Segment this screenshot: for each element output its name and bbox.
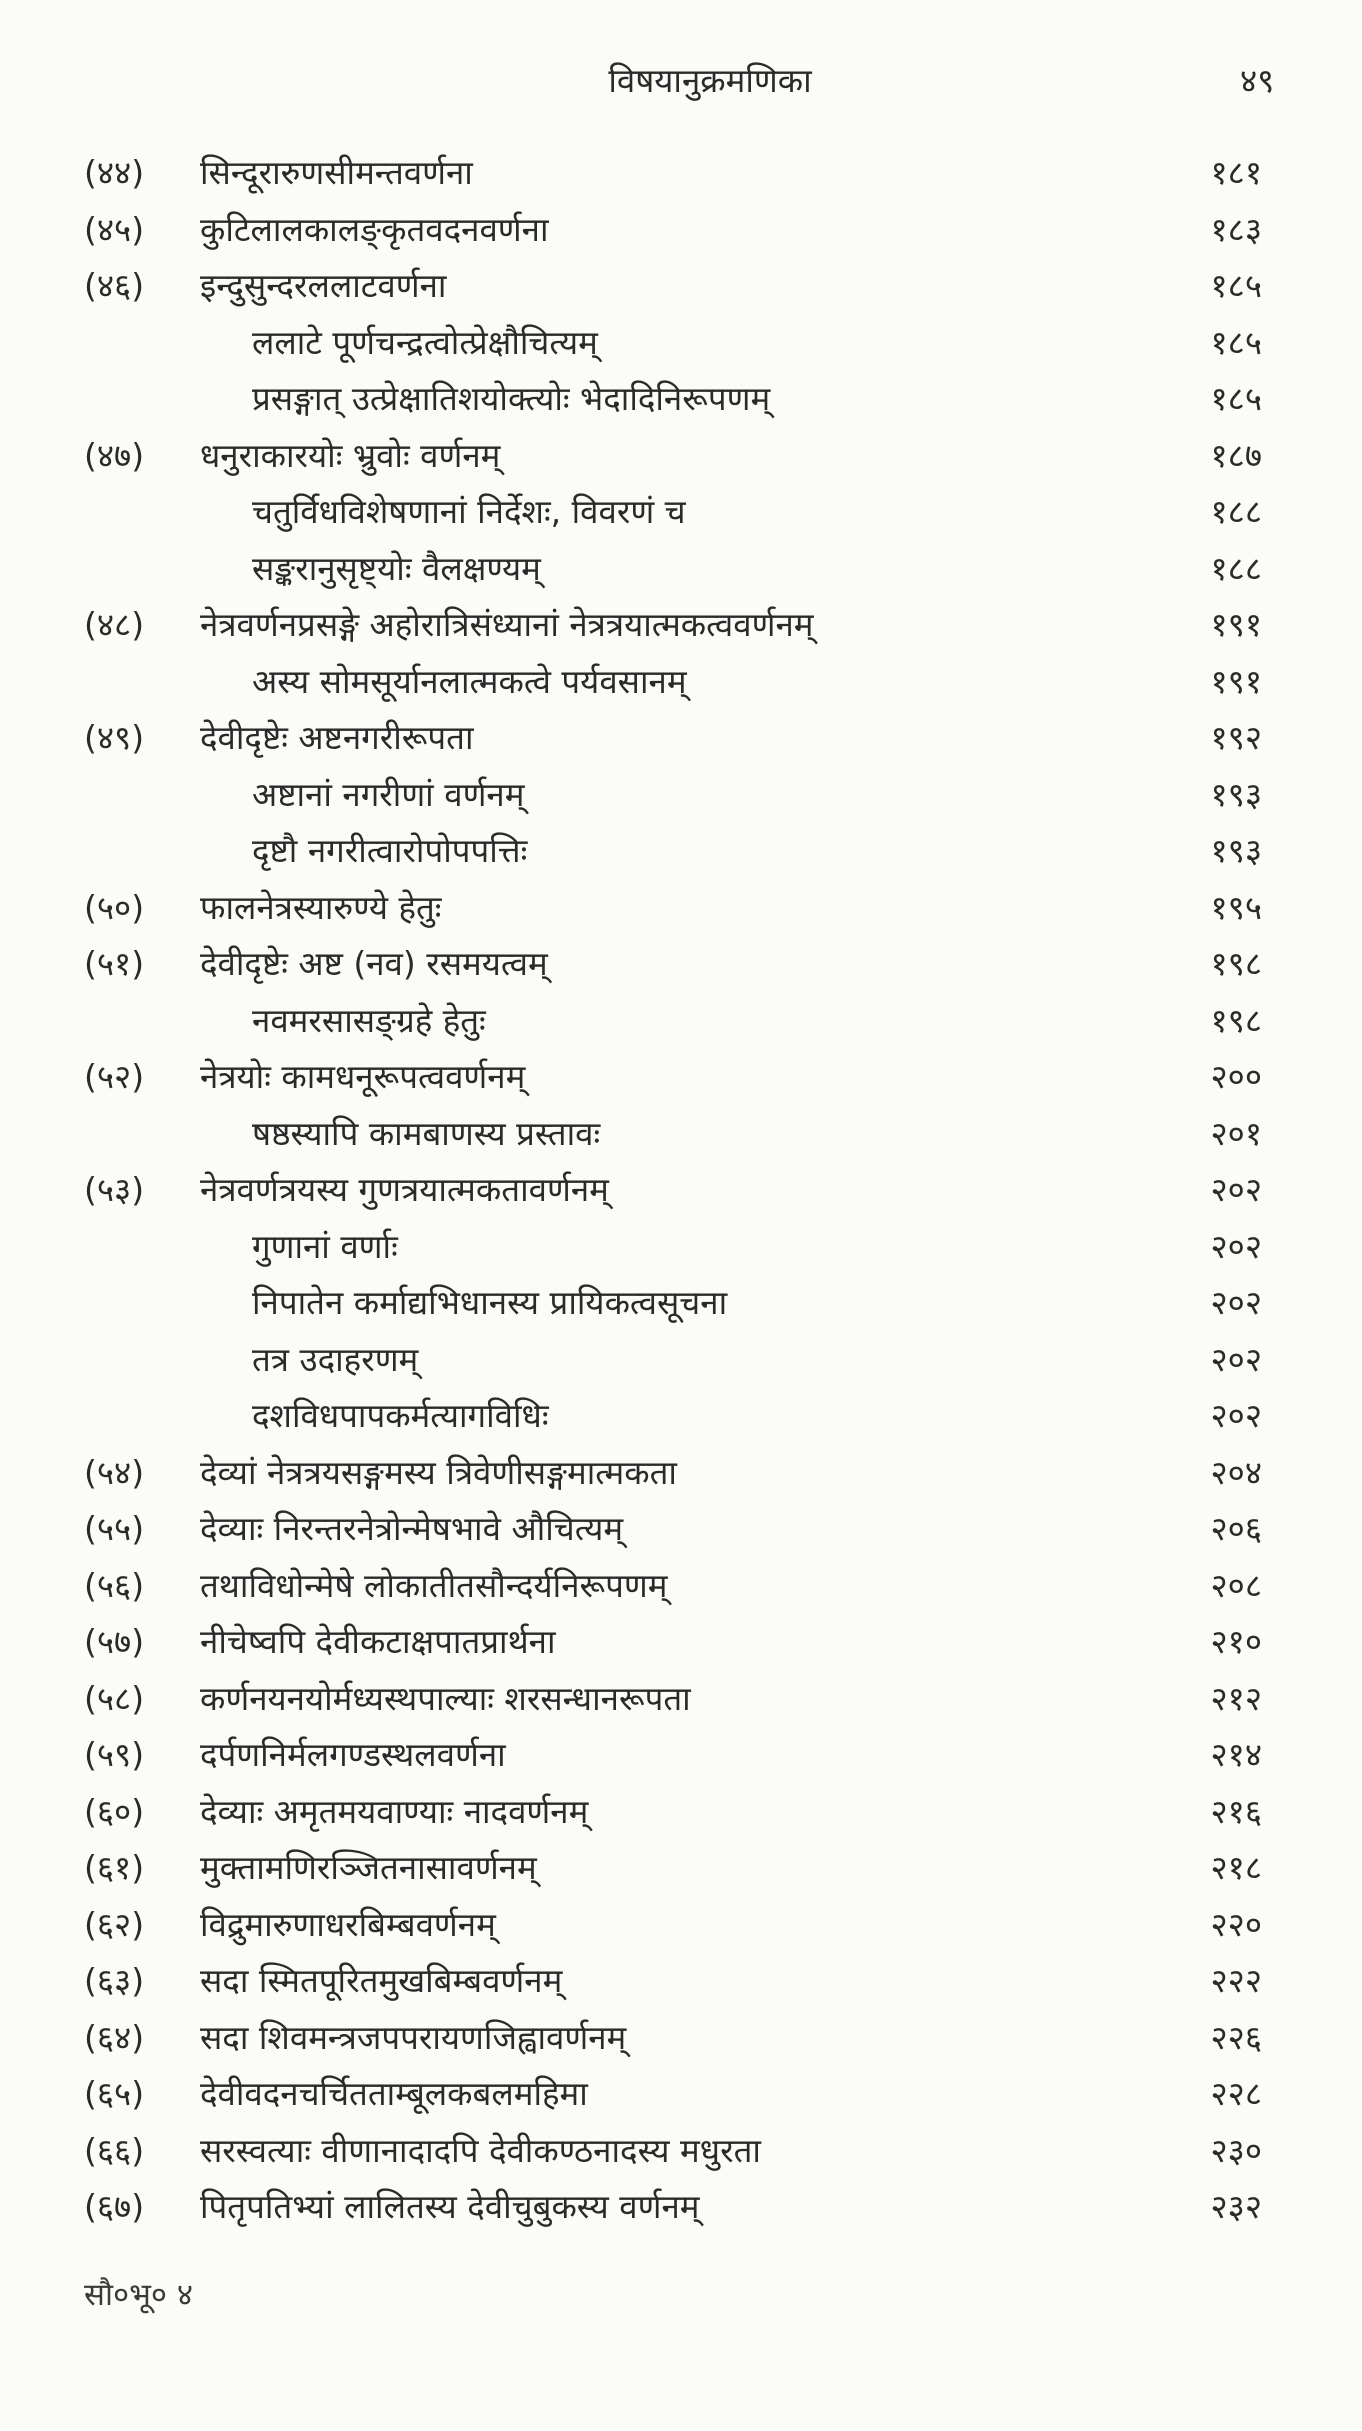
toc-entry: [0, 1049, 1362, 1106]
entry-title: कर्णनयनयोर्मध्यस्थपाल्याः शरसन्धानरूपता: [200, 1678, 691, 1718]
toc-entry: [0, 1953, 1362, 2010]
entry-page-number: २०२: [1210, 1283, 1262, 1322]
entry-page-number: १८७: [1210, 435, 1262, 475]
entry-page-number: २०२: [1210, 1396, 1262, 1435]
entry-page-number: १९१: [1210, 661, 1262, 701]
entry-page-number: २२२: [1210, 1961, 1262, 2000]
toc-entry: [0, 428, 1362, 485]
entry-title: तथाविधोन्मेषे लोकातीतसौन्दर्यनिरूपणम्: [200, 1565, 668, 1605]
entry-title: नेत्रवर्णनप्रसङ्गे अहोरात्रिसंध्यानां नेत्रत्रयात्मकत्ववर्णनम्: [200, 605, 814, 644]
entry-title: कुटिलालकालङ्कृतवदनवर्णना: [200, 209, 549, 249]
entry-page-number: १९३: [1210, 774, 1262, 814]
toc-subentry: [0, 1275, 1362, 1332]
entry-title: इन्दुसुन्दरललाटवर्णना: [200, 266, 447, 305]
entry-number: (५३): [84, 1170, 145, 1209]
entry-title: देव्याः अमृतमयवाण्याः नादवर्णनम्: [200, 1791, 589, 1831]
entry-page-number: २०२: [1210, 1170, 1262, 1209]
entry-page-number: २०१: [1210, 1113, 1262, 1153]
entry-title: धनुराकारयोः भ्रुवोः वर्णनम्: [200, 435, 501, 475]
entry-title: सङ्करानुसृष्ट्योः वैलक्षण्यम्: [252, 548, 541, 588]
entry-number: (५४): [84, 1452, 145, 1492]
entry-page-number: १८५: [1210, 322, 1262, 362]
entry-page-number: १८५: [1210, 266, 1262, 305]
toc-entry: [0, 2066, 1362, 2123]
entry-page-number: २१४: [1210, 1735, 1262, 1774]
entry-title: प्रसङ्गात् उत्प्रेक्षातिशयोक्त्योः भेदादिनिरूपणम्: [252, 379, 771, 418]
toc-subentry: [0, 823, 1362, 880]
entry-title: चतुर्विधविशेषणानां निर्देशः, विवरणं च: [252, 492, 686, 531]
entry-page-number: २१६: [1210, 1791, 1262, 1831]
entry-page-number: १८८: [1210, 492, 1262, 531]
entry-title: मुक्तामणिरञ्जितनासावर्णनम्: [200, 1848, 537, 1887]
entry-title: नेत्रयोः कामधनूरूपत्ववर्णनम्: [200, 1057, 526, 1096]
entry-page-number: २२६: [1210, 2017, 1262, 2057]
entry-number: (६०): [84, 1791, 145, 1831]
entry-title: फालनेत्रस्यारुण्ये हेतुः: [200, 887, 442, 927]
entry-title: देव्याः निरन्तरनेत्रोन्मेषभावे औचित्यम्: [200, 1509, 624, 1548]
toc-entry: [0, 1784, 1362, 1841]
entry-page-number: १८५: [1210, 379, 1262, 418]
toc-entry: [0, 2179, 1362, 2236]
entry-title: निपातेन कर्माद्यभिधानस्य प्रायिकत्वसूचना: [252, 1283, 728, 1322]
entry-page-number: २०२: [1210, 1339, 1262, 1379]
entry-number: (४६): [84, 266, 145, 305]
toc-entry: [0, 710, 1362, 767]
entry-title: तत्र उदाहरणम्: [252, 1339, 419, 1379]
toc-entry: [0, 597, 1362, 654]
entry-number: (६२): [84, 1904, 145, 1944]
running-header: [0, 56, 1362, 106]
entry-number: (५७): [84, 1622, 145, 1661]
entry-page-number: २२८: [1210, 2074, 1262, 2113]
toc-entry: [0, 202, 1362, 259]
table-of-contents: [0, 145, 1362, 2236]
entry-number: (६३): [84, 1961, 145, 2000]
entry-title: गुणानां वर्णाः: [252, 1226, 398, 1266]
entry-page-number: १८८: [1210, 548, 1262, 588]
entry-number: (६६): [84, 2130, 145, 2170]
entry-page-number: २०६: [1210, 1509, 1262, 1548]
toc-entry: [0, 936, 1362, 993]
entry-page-number: २०२: [1210, 1226, 1262, 1266]
entry-page-number: २१२: [1210, 1678, 1262, 1718]
entry-title: देवीवदनचर्चितताम्बूलकबलमहिमा: [200, 2074, 588, 2113]
entry-number: (५२): [84, 1057, 145, 1096]
page-number: ४९: [1240, 61, 1275, 100]
entry-page-number: २००: [1210, 1057, 1262, 1096]
toc-subentry: [0, 1388, 1362, 1445]
entry-number: (४४): [84, 153, 145, 192]
entry-number: (४७): [84, 435, 145, 475]
entry-number: (६७): [84, 2187, 145, 2226]
toc-entry: [0, 1840, 1362, 1897]
entry-page-number: १९२: [1210, 718, 1262, 757]
entry-title: सदा स्मितपूरितमुखबिम्बवर्णनम्: [200, 1961, 563, 2000]
entry-number: (४९): [84, 718, 145, 757]
signature-mark: सौ०भू० ४: [84, 2277, 193, 2313]
entry-page-number: २०८: [1210, 1565, 1262, 1605]
toc-entry: [0, 1501, 1362, 1558]
entry-title: नीचेष्वपि देवीकटाक्षपातप्रार्थना: [200, 1622, 556, 1661]
entry-number: (६४): [84, 2017, 145, 2057]
entry-title: देव्यां नेत्रत्रयसङ्गमस्य त्रिवेणीसङ्गमात्मकता: [200, 1452, 677, 1492]
entry-page-number: २२०: [1210, 1904, 1262, 1944]
entry-title: देवीदृष्टेः अष्टनगरीरूपता: [200, 718, 474, 757]
toc-subentry: [0, 654, 1362, 711]
toc-subentry: [0, 1106, 1362, 1163]
entry-number: (५९): [84, 1735, 145, 1774]
entry-page-number: १९८: [1210, 944, 1262, 983]
toc-entry: [0, 1897, 1362, 1954]
entry-title: नेत्रवर्णत्रयस्य गुणत्रयात्मकतावर्णनम्: [200, 1170, 609, 1209]
toc-entry: [0, 1614, 1362, 1671]
entry-title: दर्पणनिर्मलगण्डस्थलवर्णना: [200, 1735, 506, 1774]
entry-page-number: २३०: [1210, 2130, 1262, 2170]
entry-title: पितृपतिभ्यां लालितस्य देवीचुबुकस्य वर्णनम्: [200, 2187, 700, 2226]
entry-page-number: १९३: [1210, 831, 1262, 870]
toc-entry: [0, 1162, 1362, 1219]
entry-number: (४५): [84, 209, 145, 249]
entry-page-number: १९१: [1210, 605, 1262, 644]
toc-entry: [0, 1671, 1362, 1728]
running-title: विषयानुक्रमणिका: [608, 61, 812, 100]
entry-title: सदा शिवमन्त्रजपपरायणजिह्वावर्णनम्: [200, 2017, 627, 2057]
entry-title: विद्रुमारुणाधरबिम्बवर्णनम्: [200, 1904, 496, 1944]
entry-page-number: २३२: [1210, 2187, 1262, 2226]
entry-title: सरस्वत्याः वीणानादादपि देवीकण्ठनादस्य मधुरता: [200, 2130, 761, 2170]
entry-number: (५८): [84, 1678, 145, 1718]
toc-subentry: [0, 541, 1362, 598]
toc-subentry: [0, 371, 1362, 428]
toc-entry: [0, 145, 1362, 202]
toc-entry: [0, 1727, 1362, 1784]
toc-subentry: [0, 1219, 1362, 1276]
entry-title: दशविधपापकर्मत्यागविधिः: [252, 1396, 549, 1435]
toc-subentry: [0, 1332, 1362, 1389]
entry-title: देवीदृष्टेः अष्ट (नव) रसमयत्वम्: [200, 944, 548, 983]
entry-title: अष्टानां नगरीणां वर्णनम्: [252, 774, 525, 814]
entry-number: (६१): [84, 1848, 145, 1887]
entry-number: (५१): [84, 944, 145, 983]
entry-title: षष्ठस्यापि कामबाणस्य प्रस्तावः: [252, 1113, 601, 1153]
entry-title: अस्य सोमसूर्यानलात्मकत्वे पर्यवसानम्: [252, 661, 687, 701]
entry-page-number: २१८: [1210, 1848, 1262, 1887]
toc-entry: [0, 1445, 1362, 1502]
entry-title: ललाटे पूर्णचन्द्रत्वोत्प्रेक्षौचित्यम्: [252, 322, 598, 362]
entry-title: सिन्दूरारुणसीमन्तवर्णना: [200, 153, 473, 192]
entry-page-number: २०४: [1210, 1452, 1262, 1492]
toc-subentry: [0, 993, 1362, 1050]
entry-number: (६५): [84, 2074, 145, 2113]
toc-subentry: [0, 484, 1362, 541]
toc-entry: [0, 880, 1362, 937]
entry-page-number: १८३: [1210, 209, 1262, 249]
entry-number: (५०): [84, 887, 145, 927]
toc-entry: [0, 2123, 1362, 2180]
toc-entry: [0, 2010, 1362, 2067]
entry-number: (४८): [84, 605, 145, 644]
entry-title: दृष्टौ नगरीत्वारोपोपपत्तिः: [252, 831, 528, 870]
entry-page-number: २१०: [1210, 1622, 1262, 1661]
toc-entry: [0, 1558, 1362, 1615]
toc-subentry: [0, 767, 1362, 824]
entry-page-number: १९८: [1210, 1000, 1262, 1040]
entry-page-number: १८१: [1210, 153, 1262, 192]
entry-title: नवमरसासङ्ग्रहे हेतुः: [252, 1000, 486, 1040]
entry-number: (५५): [84, 1509, 145, 1548]
entry-page-number: १९५: [1210, 887, 1262, 927]
entry-number: (५६): [84, 1565, 145, 1605]
toc-entry: [0, 258, 1362, 315]
toc-subentry: [0, 315, 1362, 372]
